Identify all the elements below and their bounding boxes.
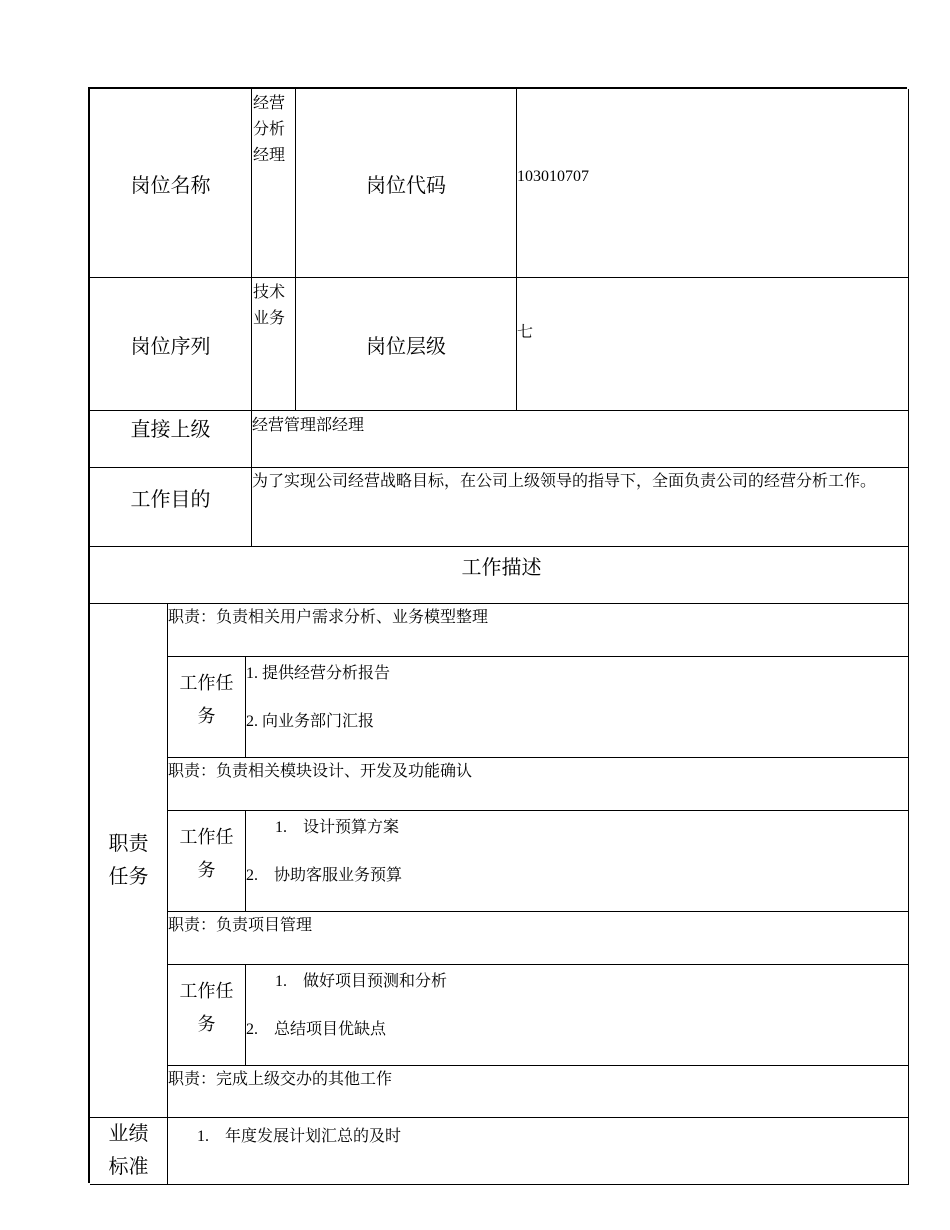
post-name-label: 岗位名称 bbox=[90, 89, 252, 278]
duty-3: 职责：负责项目管理 bbox=[168, 912, 909, 965]
purpose-label: 工作目的 bbox=[90, 468, 252, 547]
post-name-value: 经营分析经理 bbox=[252, 89, 296, 278]
duty-2: 职责：负责相关模块设计、开发及功能确认 bbox=[168, 758, 909, 811]
duty-2-task-label bbox=[168, 811, 246, 912]
duties-label-text: 职责任务 bbox=[108, 832, 149, 888]
work-description-header: 工作描述 bbox=[90, 547, 909, 604]
task-item: 2. 向业务部门汇报 bbox=[246, 713, 375, 730]
post-sequence-label: 岗位序列 bbox=[90, 278, 252, 411]
performance-item: 1. 年度发展计划汇总的及时 bbox=[197, 1128, 402, 1145]
task-item: 2. 总结项目优缺点 bbox=[246, 1021, 387, 1038]
duty-3-task-label bbox=[168, 965, 246, 1066]
post-sequence-value: 技术业务 bbox=[252, 278, 296, 411]
performance-standards bbox=[168, 1118, 909, 1185]
superior-value: 经营管理部经理 bbox=[252, 411, 909, 468]
task-item: 1. 设计预算方案 bbox=[275, 819, 400, 836]
task-label-text: 工作任务 bbox=[179, 673, 234, 726]
duty-2-tasks bbox=[246, 811, 909, 912]
post-level-label: 岗位层级 bbox=[296, 278, 517, 411]
superior-label: 直接上级 bbox=[90, 411, 252, 468]
purpose-value: 为了实现公司经营战略目标，在公司上级领导的指导下，全面负责公司的经营分析工作。 bbox=[252, 468, 909, 547]
duty-1-task-label bbox=[168, 657, 246, 758]
job-description-table bbox=[88, 87, 907, 1183]
duty-3-tasks bbox=[246, 965, 909, 1066]
task-item: 1. 提供经营分析报告 bbox=[246, 665, 391, 682]
task-label-text: 工作任务 bbox=[179, 981, 234, 1034]
post-level-value: 七 bbox=[517, 278, 909, 411]
duty-1: 职责：负责相关用户需求分析、业务模型整理 bbox=[168, 604, 909, 657]
post-code-value: 103010707 bbox=[517, 89, 909, 278]
duty-1-tasks bbox=[246, 657, 909, 758]
duties-label bbox=[90, 604, 168, 1118]
task-item: 1. 做好项目预测和分析 bbox=[275, 973, 448, 990]
duty-4: 职责：完成上级交办的其他工作 bbox=[168, 1066, 909, 1118]
performance-label bbox=[90, 1118, 168, 1185]
performance-label-text: 业绩标准 bbox=[108, 1123, 149, 1178]
task-label-text: 工作任务 bbox=[179, 827, 234, 880]
task-item: 2. 协助客服业务预算 bbox=[246, 867, 403, 884]
post-code-label: 岗位代码 bbox=[296, 89, 517, 278]
